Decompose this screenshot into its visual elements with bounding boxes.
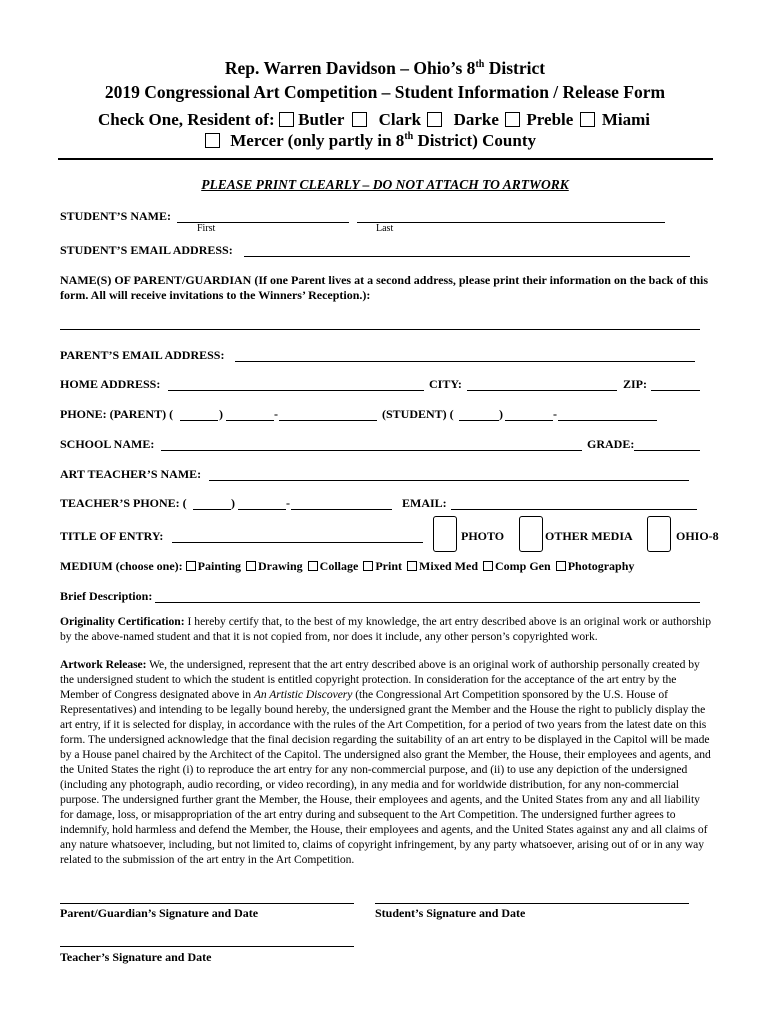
ohio8-label: OHIO-8 bbox=[676, 529, 719, 543]
medium-label: MEDIUM (choose one): bbox=[60, 559, 183, 573]
parent-phone-prefix-field[interactable] bbox=[226, 420, 274, 421]
student-area-code-field[interactable] bbox=[459, 420, 499, 421]
county-clark: Clark bbox=[378, 110, 422, 129]
teacher-area-code-field[interactable] bbox=[193, 509, 231, 510]
photography-checkbox[interactable] bbox=[556, 561, 566, 571]
school-name-label: SCHOOL NAME: bbox=[60, 437, 155, 451]
preble-checkbox[interactable] bbox=[505, 112, 520, 127]
home-address-field[interactable] bbox=[168, 390, 424, 391]
resident-row bbox=[98, 110, 650, 130]
release-italic: An Artistic Discovery bbox=[253, 688, 353, 701]
teacher-name-field[interactable] bbox=[209, 480, 689, 481]
mercer-row bbox=[205, 131, 536, 151]
parent-phone-line-field[interactable] bbox=[279, 420, 377, 421]
collage-checkbox[interactable] bbox=[308, 561, 318, 571]
dash-3: - bbox=[286, 496, 290, 510]
county-darke: Darke bbox=[453, 110, 499, 129]
grade-label: GRADE: bbox=[587, 437, 635, 451]
mercer-sup: th bbox=[404, 131, 414, 142]
student-email-label: STUDENT’S EMAIL ADDRESS: bbox=[60, 243, 233, 257]
brief-description-label: Brief Description: bbox=[60, 589, 153, 603]
title-sup: th bbox=[475, 59, 485, 70]
teacher-signature-field[interactable] bbox=[60, 946, 354, 947]
paren-close: ) bbox=[219, 407, 223, 421]
title-entry-label: TITLE OF ENTRY: bbox=[60, 529, 164, 543]
county-butler: Butler bbox=[298, 110, 345, 129]
city-label: CITY: bbox=[429, 377, 462, 391]
photo-label: PHOTO bbox=[461, 529, 505, 543]
resident-label: Check One, Resident of: bbox=[98, 110, 275, 129]
originality-text: I hereby certify that, to the best of my knowledge, the art entry described above is an original work or authorship by the above-named student and that it is not copied from, nor does it include, any other person’s copyrighted work. bbox=[60, 615, 711, 643]
drawing-checkbox[interactable] bbox=[246, 561, 256, 571]
header-divider bbox=[58, 158, 713, 160]
city-field[interactable] bbox=[467, 390, 617, 391]
county-miami: Miami bbox=[601, 110, 650, 129]
parent-area-code-field[interactable] bbox=[180, 420, 218, 421]
school-name-field[interactable] bbox=[161, 450, 582, 451]
parent-names-label: NAME(S) OF PARENT/GUARDIAN (If one Parent lives at a second address, please print their information on the back of this form. All will receive invitations to the Winners’ Reception.): bbox=[60, 273, 708, 302]
painting-checkbox[interactable] bbox=[186, 561, 196, 571]
teacher-phone-label: TEACHER’S PHONE: ( bbox=[60, 496, 187, 510]
darke-checkbox[interactable] bbox=[427, 112, 442, 127]
mercer-label: Mercer (only partly in 8 bbox=[230, 131, 405, 150]
parent-signature-label: Parent/Guardian’s Signature and Date bbox=[60, 906, 259, 920]
clark-checkbox[interactable] bbox=[352, 112, 367, 127]
student-phone-line-field[interactable] bbox=[558, 420, 657, 421]
paren-close-3: ) bbox=[231, 496, 235, 510]
first-caption: First bbox=[197, 223, 216, 234]
home-address-label: HOME ADDRESS: bbox=[60, 377, 161, 391]
comp-gen-checkbox[interactable] bbox=[483, 561, 493, 571]
originality-heading: Originality Certification: bbox=[60, 615, 185, 628]
instruction: PLEASE PRINT CLEARLY – DO NOT ATTACH TO ARTWORK bbox=[201, 177, 569, 192]
parent-signature-field[interactable] bbox=[60, 903, 354, 904]
parent-email-label: PARENT’S EMAIL ADDRESS: bbox=[60, 348, 225, 362]
medium-photography: Photography bbox=[567, 559, 635, 573]
student-email-field[interactable] bbox=[244, 256, 690, 257]
mercer-label-end: District) County bbox=[413, 131, 536, 150]
teacher-phone-line-field[interactable] bbox=[291, 509, 392, 510]
paren-close-2: ) bbox=[499, 407, 503, 421]
student-phone-prefix-field[interactable] bbox=[505, 420, 553, 421]
release-text-a: We, the undersigned, represent that the art entry described above is an original work of authorship personally created by the undersigned student to which the student is entitled copyright protection. In consideration for the acceptance of the art entry by the Member of Congress designated above in bbox=[60, 658, 700, 701]
parent-email-field[interactable] bbox=[235, 361, 695, 362]
email-label: EMAIL: bbox=[402, 496, 447, 510]
brief-description-field[interactable] bbox=[155, 602, 700, 603]
county-preble: Preble bbox=[526, 110, 574, 129]
release-text-b: (the Congressional Art Competition sponsored by the U.S. House of Representatives) and intending to be legally bound hereby, the undersigned grant the Member and the House the right to publicly display the art entry, if it is selected for display, in accordance with the rules of the Art Competition, for a period of two years from the latest date on this form. The undersigned acknowledge that the final decision regarding the suitability of an art entry to be displayed in the Capitol will be made by a House panel chaired by the Architect of the Capitol. The undersigned also grant the Member, the House, their employees and agents, and the United States the right (i) to reproduce the art entry for any non-commercial purpose, and (ii) to use any depiction of the undersigned (including any photograph, audio recording, or video recording), in any media and for worldwide distribution, for any non-commercial purpose. The undersigned further grant the Member, the House, their employees and agents, and the United States from any and all liability for damage, loss, or misappropriation of the art entry during and subsequent to the Art Competition. The undersigned further agrees to indemnify, hold harmless and defend the Member, the House, their employees and agents, and the United States against any and all claims of any nature whatsoever, including, but not limited to, claims of copyright infringement, by any party whatsoever, arising out of or in any way related to the submission of the art entry in the Art Competition. bbox=[60, 688, 711, 866]
teacher-signature-label: Teacher’s Signature and Date bbox=[60, 950, 212, 964]
teacher-phone-prefix-field[interactable] bbox=[238, 509, 286, 510]
release-heading: Artwork Release: bbox=[60, 658, 147, 671]
medium-mixed: Mixed Med bbox=[419, 559, 479, 573]
medium-comp-gen: Comp Gen bbox=[495, 559, 551, 573]
student-signature-field[interactable] bbox=[375, 903, 689, 904]
parent-names-field[interactable] bbox=[60, 329, 700, 330]
medium-print: Print bbox=[375, 559, 403, 573]
medium-row bbox=[60, 559, 634, 574]
other-media-label: OTHER MEDIA bbox=[545, 529, 633, 543]
butler-checkbox[interactable] bbox=[279, 112, 294, 127]
student-name-label: STUDENT’S NAME: bbox=[60, 209, 172, 223]
title-text-end: District bbox=[484, 58, 546, 78]
zip-label: ZIP: bbox=[623, 377, 647, 391]
dash-2: - bbox=[553, 407, 557, 421]
title-line-1 bbox=[0, 58, 770, 79]
miami-checkbox[interactable] bbox=[580, 112, 595, 127]
print-checkbox[interactable] bbox=[363, 561, 373, 571]
ohio8-checkbox[interactable] bbox=[647, 516, 671, 552]
other-media-checkbox[interactable] bbox=[519, 516, 543, 552]
originality-paragraph bbox=[60, 614, 713, 644]
grade-field[interactable] bbox=[634, 450, 700, 451]
medium-painting: Painting bbox=[197, 559, 241, 573]
mixed-med-checkbox[interactable] bbox=[407, 561, 417, 571]
photo-checkbox[interactable] bbox=[433, 516, 457, 552]
phone-parent-label: PHONE: (PARENT) ( bbox=[60, 407, 174, 421]
last-caption: Last bbox=[376, 223, 394, 234]
title-text: Rep. Warren Davidson – Ohio’s 8 bbox=[224, 58, 476, 78]
zip-field[interactable] bbox=[651, 390, 700, 391]
medium-drawing: Drawing bbox=[258, 559, 303, 573]
phone-student-label: (STUDENT) ( bbox=[382, 407, 454, 421]
last-name-field[interactable] bbox=[357, 222, 665, 223]
teacher-email-field[interactable] bbox=[451, 509, 697, 510]
title-entry-field[interactable] bbox=[172, 542, 423, 543]
medium-collage: Collage bbox=[319, 559, 359, 573]
release-paragraph bbox=[60, 657, 713, 867]
student-signature-label: Student’s Signature and Date bbox=[375, 906, 526, 920]
title-line-2: 2019 Congressional Art Competition – Student Information / Release Form bbox=[104, 82, 666, 102]
dash: - bbox=[274, 407, 278, 421]
mercer-checkbox[interactable] bbox=[205, 133, 220, 148]
teacher-name-label: ART TEACHER’S NAME: bbox=[60, 467, 202, 481]
